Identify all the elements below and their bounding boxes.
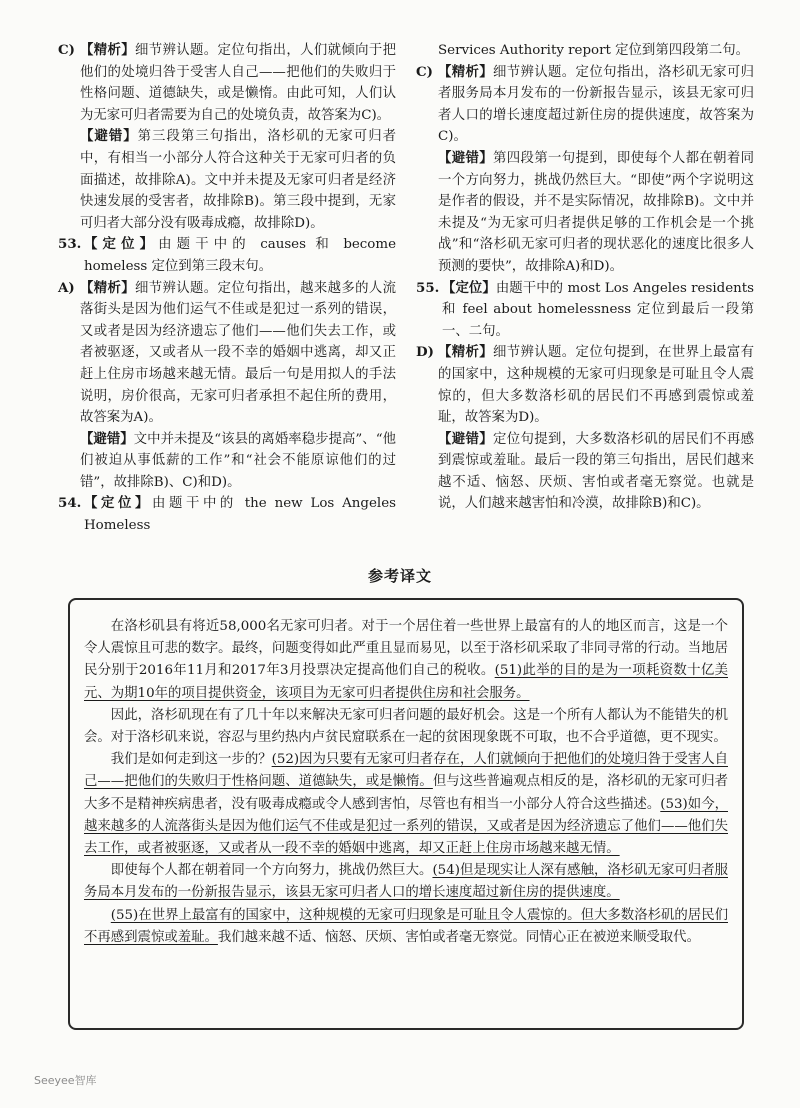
translation-paragraph-1 — [84, 616, 728, 705]
translation-paragraph-3 — [84, 749, 728, 860]
underlined-sentence-55: (55)在世界上最富有的国家中，这种规模的无家可归现象是可耻且令人震惊的。但大多数洛杉矶的居民们不再感到震惊或羞耻。 — [84, 907, 728, 945]
q55-locate-block — [416, 278, 754, 343]
avoid-paragraph — [416, 429, 754, 515]
analysis-text: 细节辨认题。定位句指出，越来越多的人流落街头是因为他们运气不佳或是犯过一系列的错误，又或者是因为经济遗忘了他们——他们失去工作，或者被驱逐，又或者从一段不幸的婚姻中逃离，却又正赶上住房市场越来越无情。最后一句是用拟人的手法说明，房价很高，无家可归者承担不起住所的费用，故答案为A)。 — [80, 280, 397, 426]
analysis-tag: 【精析】 — [80, 279, 136, 296]
q54-answer-block — [416, 62, 754, 148]
analysis-text: 细节辨认题。定位句指出，人们就倾向于把他们的处境归咎于受害人自己——把他们的失败归于性格问题、道德缺失，或是懒惰。由此可知，人们认为无家可归者需要为自己的处境负责，故答案为C)。 — [80, 43, 397, 123]
q53-locate-block — [58, 234, 396, 277]
underlined-sentence-53: (53)如今，越来越多的人流落街头是因为他们运气不佳或是犯过一系列的错误，又或者是因为经济遗忘了他们——他们失去工作，或者被驱逐，又或者从一段不幸的婚姻中逃离，却又正赶上住房市场越来越无情。 — [84, 796, 728, 857]
analysis-paragraph — [438, 342, 754, 428]
reference-translation-box — [68, 598, 744, 1030]
avoid-text: 定位句提到，大多数洛杉矶的居民们不再感到震惊或羞耻。最后一段的第三句指出，居民们越来越不适、恼怒、厌烦、害怕或者毫无察觉。也就是说，人们越来越害怕和冷漠，故排除B)和C)。 — [438, 431, 755, 512]
q53-answer-block — [58, 278, 396, 429]
avoid-paragraph — [416, 148, 754, 278]
analysis-paragraph — [80, 278, 396, 429]
avoid-tag: 【避错】 — [438, 430, 494, 447]
q52-answer-block — [58, 40, 396, 126]
answer-mark: C) — [416, 63, 433, 80]
analysis-tag: 【精析】 — [80, 42, 136, 58]
translation-text: 在洛杉矶县有将近58,000名无家可归者。对于一个居住着一些世界上最富有的人的地区而言，这是一个令人震惊且可悲的数字。最终，问题变得如此严重且显而易见，以至于洛杉矶采取了非同寻常的行动。当地居民分别于2016年11月和2017年3月投票决定提高他们自己的税收。 — [84, 619, 728, 679]
locate-text: 由题干中的 most Los Angeles residents 和 feel about homelessness 定位到最后一段第一、二句。 — [442, 280, 755, 339]
question-number: 55. — [416, 279, 440, 296]
underlined-sentence-52: (52)因为只要有无家可归者存在，人们就倾向于把他们的处境归咎于受害人自己——把他们的失败归于性格问题、道德缺失，或是懒惰。 — [84, 752, 728, 790]
locate-tag: 【定位】 — [442, 279, 496, 296]
watermark: Seeyee智库 — [34, 1074, 97, 1087]
q55-answer-block — [416, 342, 754, 428]
translation-paragraph-2: 因此，洛杉矶现在有了几十年以来解决无家可归者问题的最好机会。这是一个所有人都认为不能错失的机会。对于洛杉矶来说，容忍与里约热内卢贫民窟联系在一起的贫困现象既不可取，也不合乎道德，更不现实。 — [84, 707, 728, 746]
answer-mark: D) — [416, 344, 434, 361]
analysis-paragraph — [438, 62, 754, 148]
question-number: 53. — [58, 236, 82, 253]
avoid-tag: 【避错】 — [80, 430, 134, 447]
avoid-paragraph — [58, 429, 396, 494]
left-column — [58, 40, 396, 537]
translation-text: 我们越来越不适、恼怒、厌烦、害怕或者毫无察觉。同情心正在被逆来顺受取代。 — [217, 929, 700, 945]
translation-text: 即使每个人都在朝着同一个方向努力，挑战仍然巨大。 — [110, 863, 433, 879]
translation-text: 但与这些普遍观点相反的是，洛杉矶的无家可归者大多不是精神疾病患者，没有吸毒成瘾或令人感到害怕，尽管也有相当一小部分人符合这些描述。 — [84, 774, 729, 812]
answer-mark: A) — [58, 279, 75, 296]
right-column — [416, 40, 754, 515]
avoid-text: 第四段第一句提到，即使每个人都在朝着同一个方向努力，挑战仍然巨大。“即使”两个字说明这是作者的假设，并不是实际情况，故排除B)。文中并未提及“为无家可归者提供足够的工作机会是一个挑战”和“洛杉矶无家可归者的现状恶化的速度比很多人预测的要快”，故排除A)和D)。 — [438, 150, 755, 274]
question-number: 54. — [58, 495, 82, 512]
locate-paragraph — [84, 234, 396, 277]
q54-locate-block — [58, 493, 396, 536]
analysis-text: 细节辨认题。定位句指出，洛杉矶无家可归者服务局本月发布的一份新报告显示，该县无家可归者人口的增长速度超过新住房的提供速度，故答案为C)。 — [438, 64, 755, 145]
translation-text: 我们是如何走到这一步的？ — [110, 752, 272, 768]
reference-translation-title: 参考译文 — [367, 567, 432, 585]
analysis-tag: 【精析】 — [438, 344, 494, 361]
avoid-tag: 【避错】 — [438, 149, 494, 166]
answer-mark: C) — [58, 42, 75, 58]
locate-text: 由题干中的 the new Los Angeles Homeless — [84, 496, 396, 534]
analysis-tag: 【精析】 — [438, 63, 494, 80]
analysis-paragraph — [80, 40, 396, 126]
translation-paragraph-4 — [84, 860, 728, 904]
locate-paragraph — [442, 278, 754, 343]
avoid-paragraph — [58, 126, 396, 234]
underlined-sentence-54: (54)但是现实让人深有感触，洛杉矶无家可归者服务局本月发布的一份新报告显示，该县无家可归者人口的增长速度超过新住房的提供速度。 — [84, 863, 728, 901]
avoid-tag: 【避错】 — [80, 128, 138, 145]
locate-tag: 【定位】 — [84, 495, 152, 512]
avoid-text: 文中并未提及“该县的离婚率稳步提高”、“他们被迫从事低薪的工作”和“社会不能原谅他们的过错”，故排除B)、C)和D)。 — [80, 431, 397, 490]
locate-tag: 【定位】 — [84, 236, 159, 253]
analysis-text: 细节辨认题。定位句提到，在世界上最富有的国家中，这种规模的无家可归现象是可耻且令人震惊的，但大多数洛杉矶的居民们不再感到震惊或羞耻，故答案为D)。 — [438, 345, 755, 426]
avoid-text: 第三段第三句指出，洛杉矶的无家可归者中，有相当一小部分人符合这种关于无家可归者的负面描述，故排除A)。文中并未提及无家可归者是经济快速发展的受害者，故排除B)。第三段中提到，无家可归者大部分没有吸毒成瘾，故排除D)。 — [80, 129, 396, 231]
locate-continued: Services Authority report 定位到第四段第二句。 — [438, 43, 750, 58]
translation-paragraph-5 — [84, 905, 728, 949]
locate-text: 由题干中的 causes 和 become homeless 定位到第三段末句。 — [84, 237, 396, 274]
locate-paragraph — [84, 493, 396, 536]
underlined-sentence-51: (51)此举的目的是为一项耗资数十亿美元、为期10年的项目提供资金，该项目为无家可归者提供住房和社会服务。 — [84, 663, 728, 701]
